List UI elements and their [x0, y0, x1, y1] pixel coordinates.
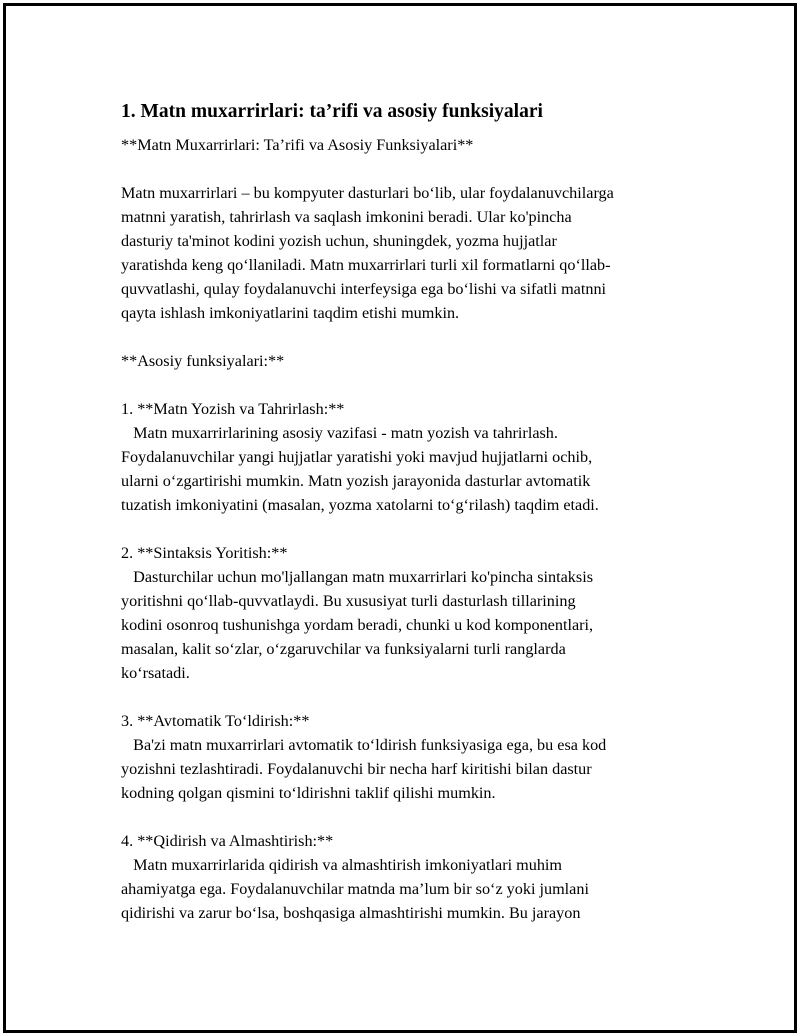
intro-paragraph: Matn muxarrirlari – bu kompyuter dasturlari bo‘lib, ular foydalanuvchilarga matnni yaratish, tahrirlash va saqlash imkonini beradi. Ular ko'pincha dasturiy ta'minot kodini yozish uchun, shuningdek, yozma hujjatlar yaratishda keng qo‘llaniladi. Matn muxarrirlari turli xil formatlarni qo‘llab- quvvatlashi, qulay foydalanuvchi interfeysiga ega bo‘lishi va sifatli matnni qayta ishlash imkoniyatlarini taqdim etishi mumkin.	[121, 184, 614, 322]
spacer	[121, 325, 701, 349]
function-item-title: 3. **Avtomatik To‘ldirish:**	[121, 712, 310, 730]
spacer	[121, 157, 701, 181]
spacer	[121, 685, 701, 709]
functions-title: **Asosiy funksiyalari:**	[121, 352, 285, 370]
spacer	[121, 517, 701, 541]
function-item-title: 2. **Sintaksis Yoritish:**	[121, 544, 288, 562]
spacer	[121, 373, 701, 397]
document-content	[121, 97, 701, 925]
page-frame	[3, 3, 797, 1033]
function-item-body: Dasturchilar uchun mo'ljallangan matn muxarrirlari ko'pincha sintaksis yoritishni qo‘llab-quvvatlaydi. Bu xususiyat turli dasturlash tillarining kodini osonroq tushunishga yordam beradi, chunki u kod komponentlari, masalan, kalit so‘zlar, o‘zgaruvchilar va funksiyalarni turli ranglarda ko‘rsatadi.	[121, 568, 594, 682]
spacer	[121, 805, 701, 829]
function-item-body: Matn muxarrirlarida qidirish va almashtirish imkoniyatlari muhim ahamiyatga ega. Foydalanuvchilar matnda ma’lum bir so‘z yoki jumlani qidirishi va zarur bo‘lsa, boshqasiga almashtirishi mumkin. Bu jarayon	[121, 856, 589, 922]
function-item-body: Matn muxarrirlarining asosiy vazifasi - matn yozish va tahrirlash. Foydalanuvchilar yangi hujjatlar yaratishi yoki mavjud hujjatlarni ochib, ularni o‘zgartirishi mumkin. Matn yozish jarayonida dasturlar avtomatik tuzatish imkoniyatini (masalan, yozma xatolarni to‘g‘rilash) taqdim etadi.	[121, 424, 599, 514]
function-item-title: 1. **Matn Yozish va Tahrirlash:**	[121, 400, 345, 418]
function-item-title: 4. **Qidirish va Almashtirish:**	[121, 832, 334, 850]
function-item-body: Ba'zi matn muxarrirlari avtomatik to‘ldirish funksiyasiga ega, bu esa kod yozishni tezlashtiradi. Foydalanuvchi bir necha harf kiritishi bilan dastur kodning qolgan qismini to‘ldirishni taklif qilishi mumkin.	[121, 736, 607, 802]
document-subtitle: **Matn Muxarrirlari: Ta’rifi va Asosiy Funksiyalari**	[121, 136, 474, 154]
document-heading: 1. Matn muxarrirlari: ta’rifi va asosiy funksiyalari	[121, 101, 543, 122]
